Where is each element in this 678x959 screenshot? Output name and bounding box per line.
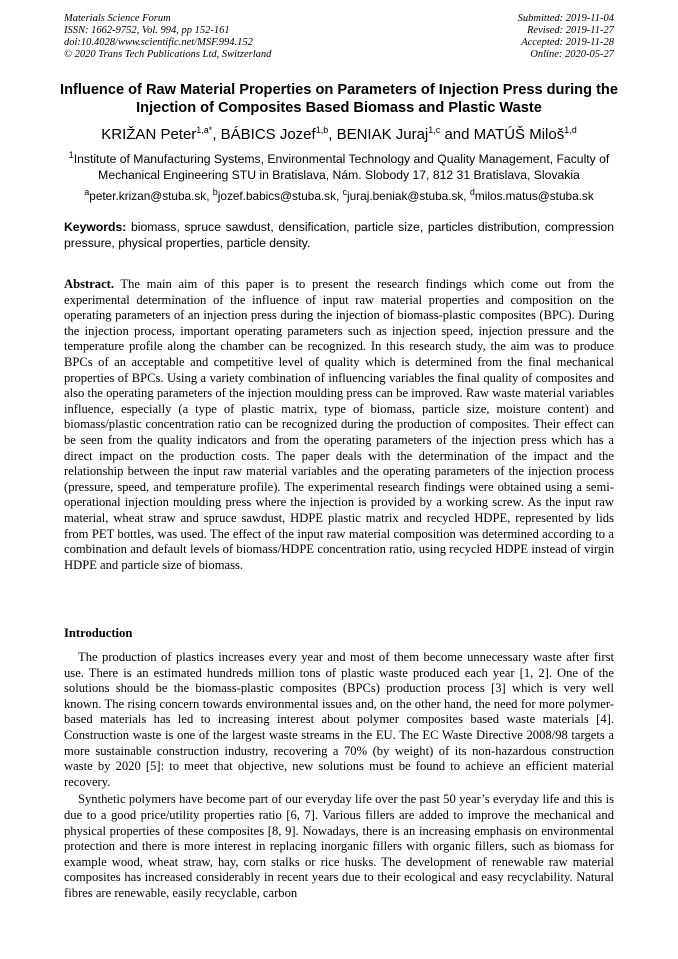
- affiliation-mark: 1: [68, 150, 74, 160]
- author-name: BÁBICS Jozef: [220, 126, 316, 143]
- date-accepted: Accepted: 2019-11-28: [521, 37, 614, 48]
- journal-doi: doi:10.4028/www.scientific.net/MSF.994.152: [64, 37, 253, 48]
- author-affiliation-mark: 1,b: [315, 125, 329, 135]
- author-separator: ,: [328, 126, 337, 143]
- introduction-body: [64, 650, 614, 904]
- email-mark: a: [84, 187, 90, 197]
- keywords-label: Keywords:: [64, 220, 127, 234]
- email-mark: b: [212, 187, 218, 197]
- email-mark: d: [469, 187, 475, 197]
- author-name: MATÚŠ Miloš: [473, 126, 565, 143]
- journal-issn: ISSN: 1662-9752, Vol. 994, pp 152-161: [64, 25, 230, 36]
- email-link[interactable]: jozef.babics@stuba.sk: [217, 188, 336, 203]
- affiliation-text: Institute of Manufacturing Systems, Environmental Technology and Quality Management, Faculty of Mechanical Engineering STU in Bratislava, Nám. Slobody 17, 812 31 Bratislava, Slovakia: [73, 152, 610, 182]
- email-separator: ,: [335, 188, 343, 203]
- journal-name: Materials Science Forum: [64, 13, 171, 24]
- date-revised: Revised: 2019-11-27: [527, 25, 614, 36]
- journal-copyright: © 2020 Trans Tech Publications Ltd, Switzerland: [64, 49, 272, 60]
- paper-title: Influence of Raw Material Properties on Parameters of Injection Press during the Injection of Composites Based Biomass and Plastic Waste: [60, 82, 618, 116]
- author-separator: ,: [212, 126, 221, 143]
- abstract-label: Abstract.: [64, 277, 115, 291]
- abstract-text: The main aim of this paper is to present the research findings which come out from the experimental determination of the influence of input raw material properties and composition on the operating parameters of an injection press during the injection of biomass-plastic composites (BPC). During the injection process, important operating parameters such as injection speed, injection pressure and the temperature profile along the chamber can be recognized. In this research study, the aim was to produce BPCs of an acceptable and competitive level of quality which is determined from the final mechanical properties of BPCs. Using a variety combination of influencing variables the final quality of composites and also the operating parameters of the injection moulding press can be improved. Raw waste material variables influence, especially (a type of plastic matrix, type of biomass, particle size, moisture content) and biomass/plastic concentration ratio can be recognized during the production of composites. Their effect can be seen from the quality indicators and from the operating parameters of the injection press which has a direct impact on the production costs. The paper deals with the determination of the impact and the relationship between the input raw material variables and the operating parameters of the injection process (pressure, speed, and temperature profile). The experimental research findings were obtained using a semi-operational injection moulding press where the injection is provided by a working screw. As the input raw material, wheat straw and spruce sawdust, HDPE plastic matrix and recycled HDPE, represented by lids from PET bottles, was used. The effect of the input raw material composition was determined according to a combination and default levels of biomass/HDPE concentration ratio, using recycled HDPE instead of virgin HDPE and particle size of biomass.: [64, 277, 614, 572]
- author-emails: [40, 185, 638, 203]
- affiliation: [64, 148, 614, 183]
- author-name: KRIŽAN Peter: [101, 126, 197, 143]
- email-mark: c: [342, 187, 348, 197]
- journal-info: [64, 13, 271, 61]
- email-separator: ,: [206, 188, 213, 203]
- author-affiliation-mark: 1,a*: [196, 125, 213, 135]
- email-link[interactable]: milos.matus@stuba.sk: [474, 188, 594, 203]
- author-list: [40, 121, 638, 144]
- paragraph: The production of plastics increases every year and most of them become unnecessary waste after first use. There is an estimated hundreds million tons of plastic waste produced each year [1, 2]. One of the solutions should be the biomass-plastic composites (BPCs) production process [3] which is very well known. The rising concern towards environmental issues and, on the other hand, the need for more polymer-based materials has led to increasing interest about polymer composites based waste materials [4]. Construction waste is one of the largest waste streams in the EU. The EC Waste Directive 2008/98 targets a more sustainable construction industry, recovering a 70% (by weight) of its non-hazardous construction waste by 2020 [5]: to meet that objective, new solutions must be found to achieve an efficient material recovery.: [64, 650, 614, 789]
- author-separator: and: [440, 126, 474, 143]
- keywords: [64, 220, 614, 251]
- date-submitted: Submitted: 2019-11-04: [517, 13, 614, 24]
- author-affiliation-mark: 1,d: [564, 125, 577, 135]
- section-heading-introduction: Introduction: [64, 626, 133, 640]
- author-affiliation-mark: 1,c: [428, 125, 441, 135]
- email-link[interactable]: peter.krizan@stuba.sk: [89, 188, 207, 203]
- email-link[interactable]: juraj.beniak@stuba.sk: [347, 188, 464, 203]
- email-separator: ,: [463, 188, 470, 203]
- paragraph: Synthetic polymers have become part of our everyday life over the past 50 year’s everyday life and this is due to a good price/utility properties ratio [6, 7]. Various fillers are added to improve the mechanical and physical properties of these composites [8, 9]. Nowadays, there is an increasing emphasis on environmental protection and there is more interest in replacing inorganic fillers with organic fillers, such as biomass for example wood, wheat straw, hay, corn stalks or rice husks. The development of renewable raw material composites has increased considerably in recent years due to their ecological and easy recyclability. Natural fibres are renewable, easily recyclable, carbon: [64, 792, 614, 900]
- date-online: Online: 2020-05-27: [530, 49, 614, 60]
- author-name: BENIAK Juraj: [336, 126, 429, 143]
- abstract: [64, 277, 614, 573]
- publication-dates: [518, 13, 614, 61]
- keywords-text: biomass, spruce sawdust, densification, particle size, particles distribution, compression pressure, physical properties, particle density.: [64, 220, 614, 250]
